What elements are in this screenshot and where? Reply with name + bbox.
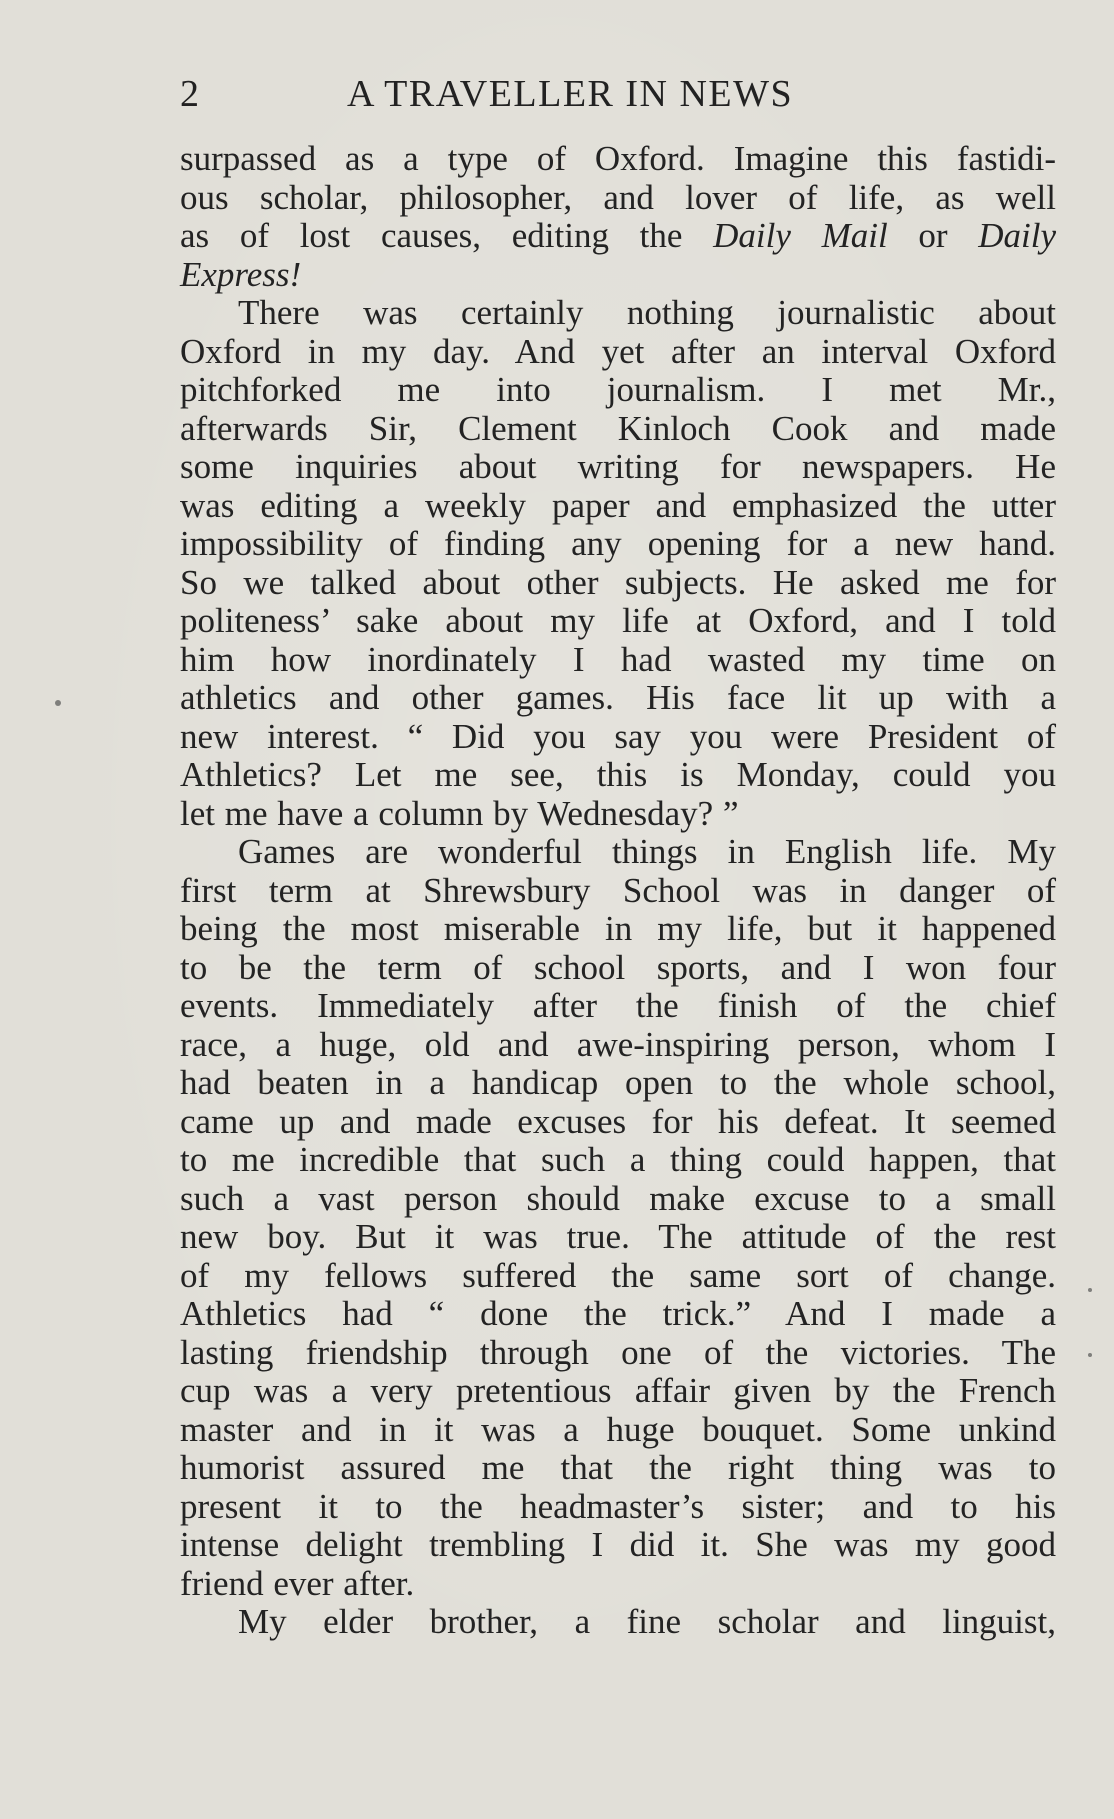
text-line: new interest. “ Did you say you were President of	[180, 716, 1056, 756]
body-text	[180, 140, 1056, 1642]
text-line: athletics and other games. His face lit up with a	[180, 678, 1056, 717]
text-line: My elder brother, a fine scholar and linguist,	[238, 1602, 1056, 1641]
text-line: new boy. But it was true. The attitude of the rest	[180, 1217, 1056, 1256]
text-line	[180, 217, 1056, 256]
text-line: Games are wonderful things in English life. My	[238, 832, 1056, 871]
text-line: present it to the headmaster’s sister; and to his	[180, 1486, 1056, 1526]
text-line: such a vast person should make excuse to a small	[180, 1178, 1056, 1218]
text-line: had beaten in a handicap open to the whole school,	[180, 1063, 1056, 1102]
text-line: let me have a column by Wednesday? ”	[180, 793, 739, 833]
text-line: first term at Shrewsbury School was in danger of	[180, 870, 1056, 910]
italic-daily-mail: Daily Mail	[713, 216, 888, 255]
text-line: was editing a weekly paper and emphasized the utter	[180, 485, 1056, 525]
text-line: race, a huge, old and awe-inspiring person, whom I	[180, 1024, 1056, 1064]
text-line: afterwards Sir, Clement Kinloch Cook and made	[180, 408, 1056, 448]
italic-daily: Daily	[978, 216, 1056, 255]
text-line: master and in it was a huge bouquet. Some unkind	[180, 1409, 1056, 1449]
text-line: to me incredible that such a thing could happen, that	[180, 1140, 1056, 1179]
paper-speck	[1088, 1353, 1092, 1357]
text-line: Athletics had “ done the trick.” And I made a	[180, 1294, 1056, 1333]
text-line: came up and made excuses for his defeat. It seemed	[180, 1101, 1056, 1141]
text-fragment-or: or	[887, 216, 979, 255]
text-line: being the most miserable in my life, but it happened	[180, 909, 1056, 948]
text-line: some inquiries about writing for newspapers. He	[180, 447, 1056, 486]
italic-express: Express!	[180, 254, 302, 294]
running-title: A TRAVELLER IN NEWS	[347, 73, 794, 115]
text-line: pitchforked me into journalism. I met Mr.,	[180, 370, 1056, 409]
text-line: cup was a very pretentious affair given by the French	[180, 1371, 1056, 1410]
text-fragment: as of lost causes, editing the	[180, 216, 683, 255]
text-line: him how inordinately I had wasted my time on	[180, 639, 1056, 679]
page-header	[180, 72, 1060, 122]
paper-speck	[1088, 1288, 1092, 1292]
text-line: surpassed as a type of Oxford. Imagine this fastidi-	[180, 139, 1056, 178]
text-line: Athletics? Let me see, this is Monday, could you	[180, 755, 1056, 794]
text-line	[180, 256, 1056, 295]
text-line: impossibility of finding any opening for a new hand.	[180, 524, 1056, 563]
text-line: lasting friendship through one of the victories. The	[180, 1332, 1056, 1372]
text-line: ous scholar, philosopher, and lover of life, as well	[180, 177, 1056, 217]
text-line: to be the term of school sports, and I won four	[180, 947, 1056, 987]
text-line: humorist assured me that the right thing was to	[180, 1448, 1056, 1487]
page-number: 2	[180, 73, 201, 115]
text-line: So we talked about other subjects. He asked me for	[180, 562, 1056, 602]
text-line: friend ever after.	[180, 1563, 415, 1603]
paper-speck	[55, 700, 61, 706]
text-line: of my fellows suffered the same sort of change.	[180, 1255, 1056, 1295]
text-line: events. Immediately after the finish of the chief	[180, 986, 1056, 1025]
text-line: intense delight trembling I did it. She was my good	[180, 1525, 1056, 1564]
text-line: Oxford in my day. And yet after an interval Oxford	[180, 331, 1056, 371]
text-line: politeness’ sake about my life at Oxford, and I told	[180, 601, 1056, 640]
text-line: There was certainly nothing journalistic about	[238, 293, 1056, 332]
